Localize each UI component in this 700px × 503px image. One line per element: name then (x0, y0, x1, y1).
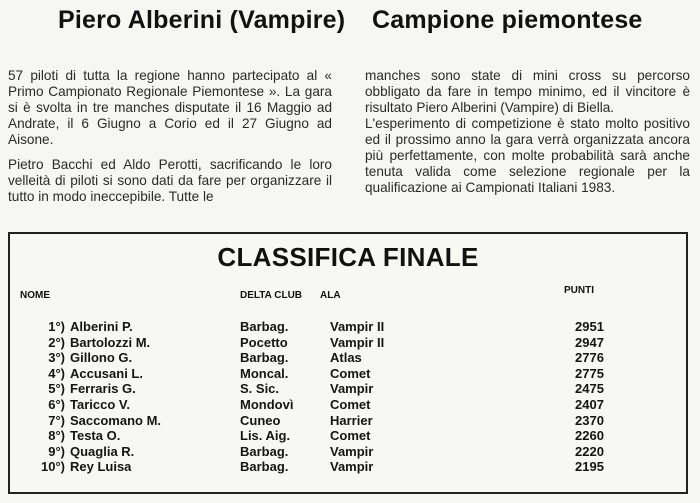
table-row (10, 366, 686, 382)
row-name: Quaglia R. (70, 443, 135, 459)
row-punti: 2775 (575, 365, 604, 381)
row-ala: Comet (330, 396, 371, 412)
row-punti: 2776 (575, 350, 604, 366)
row-punti: 2475 (575, 381, 604, 397)
row-punti: 2220 (575, 443, 604, 459)
row-club: Mondovì (240, 396, 294, 412)
row-name: Accusani L. (70, 365, 143, 381)
table-row (10, 335, 686, 351)
row-club: Cuneo (240, 412, 281, 428)
row-name: Alberini P. (70, 319, 133, 334)
row-ala: Comet (330, 428, 371, 444)
row-ala: Atlas (330, 350, 362, 366)
row-name: Gillono G. (70, 350, 133, 366)
column-header-delta-club: DELTA CLUB (240, 290, 303, 301)
row-ala: Vampir (330, 381, 374, 397)
table-row (10, 381, 686, 397)
row-ala: Comet (330, 365, 371, 381)
row-punti: 2195 (575, 459, 604, 475)
row-ala: Vampir II (330, 319, 385, 334)
column-header-ala: ALA (320, 290, 341, 301)
row-punti: 2407 (575, 396, 604, 412)
table-row (10, 444, 686, 460)
row-name: Rey Luisa (70, 459, 132, 475)
row-punti: 2260 (575, 428, 604, 444)
row-club: Lis. Aig. (240, 428, 291, 444)
row-position: 7°) (48, 412, 65, 428)
table-row (10, 413, 686, 429)
row-position: 10°) (41, 459, 65, 475)
row-name: Saccomano M. (70, 412, 162, 428)
table-row (10, 350, 686, 366)
table-body (10, 319, 686, 475)
table-title: CLASSIFICA FINALE (217, 242, 479, 272)
row-club: Moncal. (240, 365, 289, 381)
headline-title: Piero Alberini (Vampire) (58, 6, 346, 34)
row-punti: 2947 (575, 334, 604, 350)
row-club: Barbag. (240, 443, 289, 459)
row-club: Barbag. (240, 350, 289, 366)
article-paragraph: 57 piloti di tutta la regione hanno partecipato al « Primo Campionato Regionale Piemontese ». La gara si è svolta in tre manches disputate il 16 Maggio ad Andrate, il 6 Giugno a Corio ed il 27 Giugno ad Aisone. (8, 68, 332, 147)
row-club: Pocetto (240, 334, 288, 350)
article-paragraph: L'esperimento di competizione è stato molto positivo ed il prossimo anno la gara verrà organizzata ancora più perfettamente, con molte probabilità sarà anche tenuta valida come selezione regionale per la qualificazione ai Campionati Italiani 1983. (365, 116, 690, 195)
row-club: Barbag. (240, 459, 289, 475)
row-position: 3°) (48, 350, 65, 366)
row-name: Testa O. (70, 428, 121, 444)
table-row (10, 459, 686, 475)
column-header-nome: NOME (20, 290, 50, 301)
row-position: 9°) (48, 443, 65, 459)
row-position: 2°) (48, 334, 65, 350)
row-position: 6°) (48, 396, 65, 412)
headline-subtitle: Campione piemontese (372, 6, 643, 34)
article-column-right (365, 68, 690, 205)
table-row (10, 428, 686, 444)
row-position: 8°) (48, 428, 65, 444)
row-name: Taricco V. (70, 396, 130, 412)
article-paragraph: Pietro Bacchi ed Aldo Perotti, sacrificando le loro velleità di piloti si sono dati da fare per organizzare il tutto in modo ineccepibile. Tutte le (8, 157, 332, 204)
article-paragraph: manches sono state di mini cross su percorso obbligato da fare in tempo minimo, ed il vincitore è risultato Piero Alberini (Vampire) di Biella. (365, 68, 690, 115)
article-column-left (8, 68, 332, 214)
classifica-table (8, 232, 688, 494)
row-punti: 2370 (575, 412, 604, 428)
column-header-punti: PUNTI (564, 285, 594, 296)
row-position: 4°) (48, 365, 65, 381)
row-ala: Vampir (330, 443, 374, 459)
row-ala: Harrier (330, 412, 373, 428)
row-position: 5°) (48, 381, 65, 397)
table-row (10, 397, 686, 413)
row-club: S. Sic. (240, 381, 280, 397)
row-ala: Vampir II (330, 334, 385, 350)
table-row (10, 319, 686, 335)
row-ala: Vampir (330, 459, 374, 475)
row-punti: 2951 (575, 319, 604, 334)
row-name: Bartolozzi M. (70, 334, 151, 350)
row-club: Barbag. (240, 319, 289, 334)
row-name: Ferraris G. (70, 381, 136, 397)
row-position: 1°) (48, 319, 65, 334)
